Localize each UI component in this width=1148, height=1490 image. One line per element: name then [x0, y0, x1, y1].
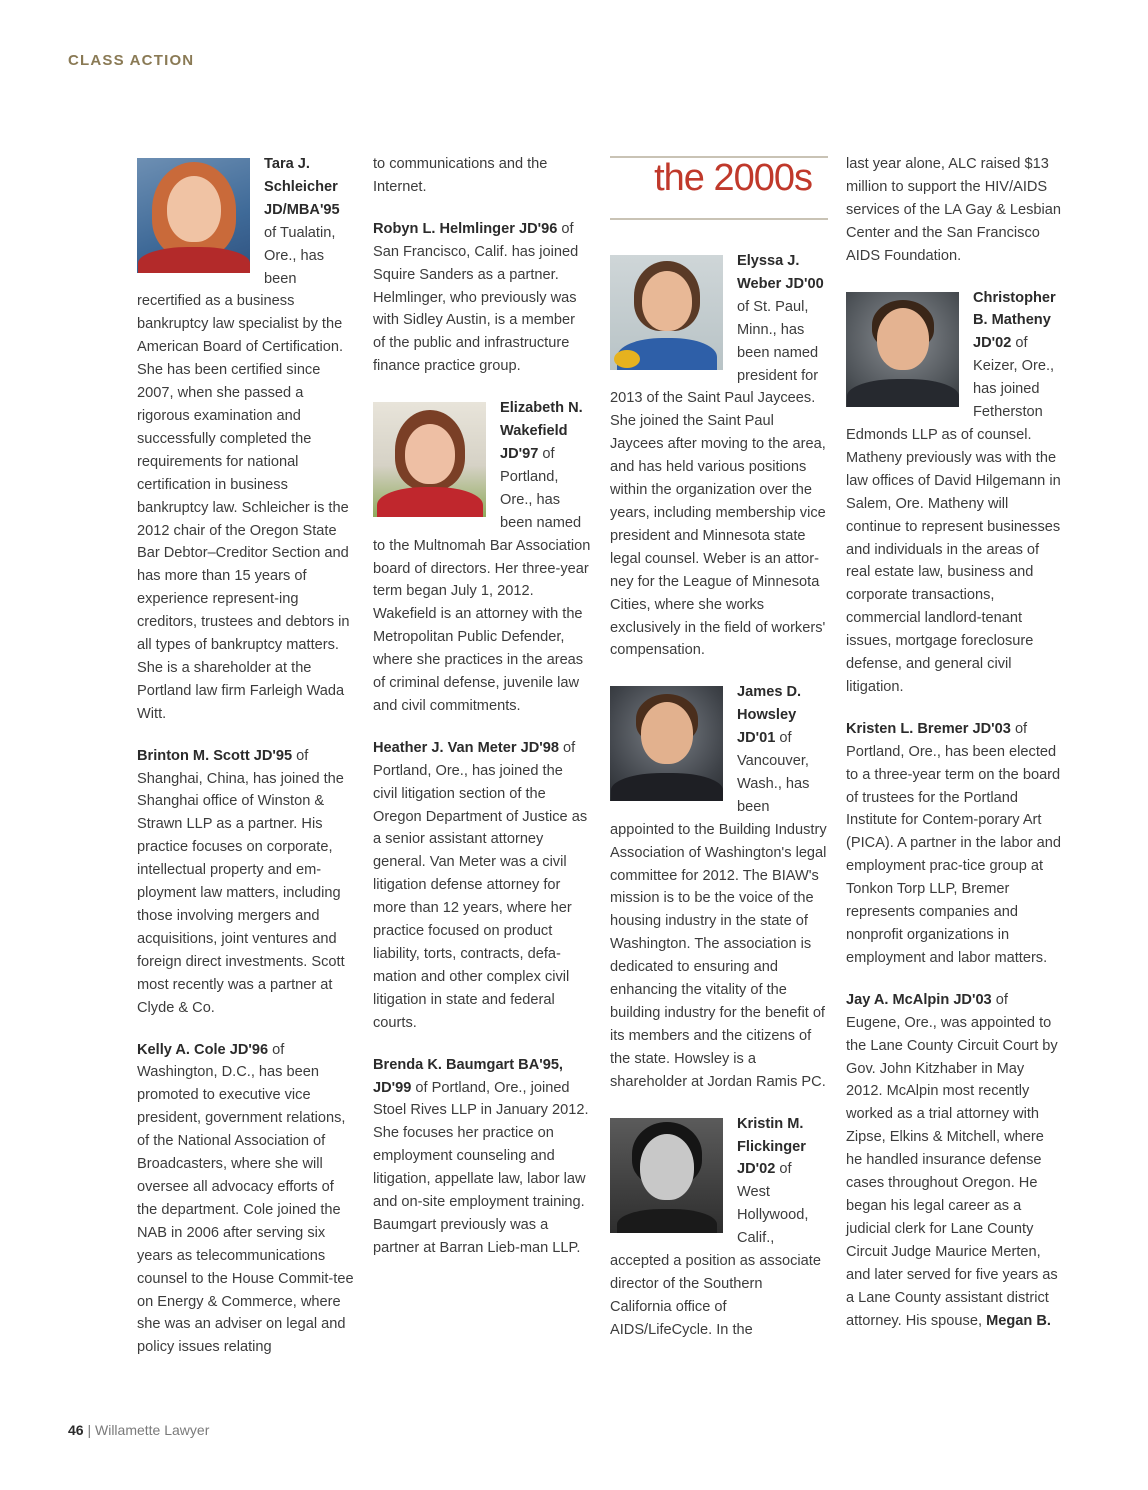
- entry-bremer: Kristen L. Bremer JD'03 of Portland, Ore., has been elected to a three-year term on the board of trustees for the Portland Institute for Contem-porary Art (PICA). A partner in the labor and employment prac-tice group at Tonkon Torp LLP, Bremer represents companies and nonprofit organizations in employment and labor matters.: [846, 720, 1061, 966]
- entry-scott: Brinton M. Scott JD'95 of Shanghai, China, has joined the Shanghai office of Winston & Strawn LLP as a partner. His practice focuses on corporate, intellectual property and em-ployment law matters, including those involving mergers and acquisitions, joint ventures and foreign direct investments. Scott most recently was a partner at Clyde & Co.: [137, 747, 345, 1016]
- column-3: [610, 153, 828, 1361]
- page-footer: [68, 1422, 209, 1438]
- column-1: [137, 153, 355, 1378]
- entry-flickinger: Kristin M. Flickinger JD'02 of West Hollywood, Calif., accepted a position as associate director of the Southern California office of AIDS/LifeCycle. In the: [610, 1115, 821, 1338]
- column-4: [846, 153, 1064, 1351]
- footer-separator: |: [87, 1422, 92, 1438]
- entry-baumgart: Brenda K. Baumgart BA'95, JD'99 of Portland, Ore., joined Stoel Rives LLP in January 2012. She focuses her practice on employment counseling and litigation, appellate law, labor law and on-site employment training. Baumgart previously was a partner at Barran Lieb-man LLP.: [373, 1056, 589, 1256]
- entry-helmlinger: Robyn L. Helmlinger JD'96 of San Francisco, Calif. has joined Squire Sanders as a partner. Helmlinger, who previously was with Sidley Austin, is a member of the public and infrastructure finance practice group.: [373, 220, 579, 375]
- entry-schleicher: Tara J. Schleicher JD/MBA'95 of Tualatin, Ore., has been recertified as a business bankruptcy law specialist by the American Board of Certification. She has been certified since 2007, when she passed a rigorous examination and successfully completed the requirements for national certification in business bankruptcy law. Schleicher is the 2012 chair of the Oregon State Bar Debtor–Creditor Section and has more than 15 years of experience represent-ing creditors, trustees and debtors in all types of bankruptcy matters. She is a shareholder at the Portland law firm Farleigh Wada Witt.: [137, 156, 350, 722]
- era-heading: the 2000s: [610, 156, 828, 220]
- publication-name: Willamette Lawyer: [95, 1422, 210, 1438]
- entry-howsley: James D. Howsley JD'01 of Vancouver, Wash., has been appointed to the Building Industry Association of Washington's legal committee for 2012. The BIAW's mission is to be the voice of the housing industry in the state of Washington. The association is dedicated to ensuring and enhancing the vitality of the building industry for the benefit of its members and the citizens of the state. Howsley is a shareholder at Jordan Ramis PC.: [610, 684, 827, 1090]
- page-number: 46: [68, 1422, 84, 1438]
- column-2: [373, 153, 591, 1279]
- photo-wakefield: [373, 402, 486, 517]
- entry-vanmeter: Heather J. Van Meter JD'98 of Portland, Ore., has joined the civil litigation section of the Oregon Department of Justice as a senior assistant attorney general. Van Meter was a civil litigation defense attorney for more than 12 years, where her practice focused on product liability, torts, contracts, defa-mation and other complex civil litigation in state and federal courts.: [373, 739, 588, 1031]
- section-label: CLASS ACTION: [68, 52, 195, 69]
- entry-cole-continued: to communications and the Internet.: [373, 156, 548, 195]
- entry-cole: Kelly A. Cole JD'96 of Washington, D.C., has been promoted to executive vice president, government relations, of the National Association of Broadcasters, where she will oversee all advocacy efforts of the department. Cole joined the NAB in 2006 after serving six years as telecommunications counsel to the House Commit-tee on Energy & Commerce, where she was an adviser on legal and policy issues relating: [137, 1041, 354, 1356]
- photo-howsley: [610, 686, 723, 801]
- photo-weber: [610, 255, 723, 370]
- photo-matheny: [846, 292, 959, 407]
- photo-schleicher: [137, 158, 250, 273]
- entry-weber: Elyssa J. Weber JD'00 of St. Paul, Minn., has been named president for 2013 of the Saint Paul Jaycees. She joined the Saint Paul Jaycees after moving to the area, and has held various positions within the organization over the years, including membership vice president and Minnesota state legal counsel. Weber is an attor-ney for the League of Minnesota Cities, where she works exclusively in the field of workers' compensation.: [610, 253, 826, 659]
- entry-mcalpin: Jay A. McAlpin JD'03 of Eugene, Ore., was appointed to the Lane County Circuit Court by Gov. John Kitzhaber in May 2012. McAlpin most recently worked as a trial attorney with Zipse, Elkins & Mitchell, where he handled insurance defense cases throughout Oregon. He began his legal career as a judicial clerk for Lane County Circuit Judge Maurice Merten, and later served for five years as a Lane County assistant district attorney. His spouse, Megan B.: [846, 991, 1058, 1329]
- entry-matheny: Christopher B. Matheny JD'02 of Keizer, Ore., has joined Fetherston Edmonds LLP as of counsel. Matheny previously was with the law offices of David Hilgemann in Salem, Ore. Matheny will continue to represent businesses and individuals in the areas of real estate law, business and corporate transactions, commercial landlord-tenant issues, mortgage foreclosure defense, and general civil litigation.: [846, 289, 1061, 695]
- entry-flickinger-continued: last year alone, ALC raised $13 million to support the HIV/AIDS services of the LA Gay & Lesbian Center and the San Francisco AIDS Foundation.: [846, 156, 1061, 264]
- entry-wakefield: Elizabeth N. Wakefield JD'97 of Portland, Ore., has been named to the Multnomah Bar Association board of directors. Her three-year term began July 1, 2012. Wakefield is an attorney with the Metropolitan Public Defender, where she practices in the areas of criminal defense, juvenile law and civil commitments.: [373, 400, 591, 714]
- photo-flickinger: [610, 1118, 723, 1233]
